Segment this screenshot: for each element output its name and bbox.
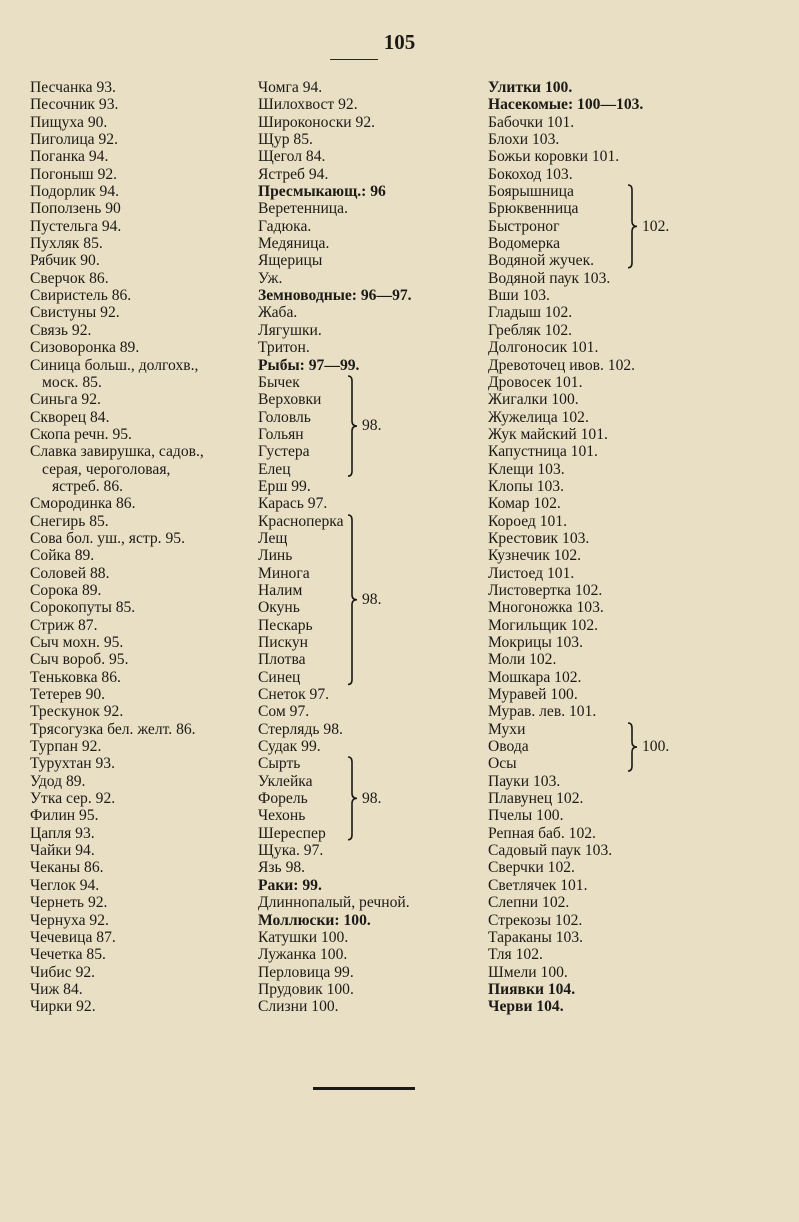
index-entry: Моли 102.	[488, 651, 557, 669]
index-entry: Чехонь	[258, 807, 306, 825]
index-entry: Скопа речн. 95.	[30, 425, 132, 443]
index-entry: Пустельга 94.	[30, 217, 122, 235]
index-entry: Веретенница.	[258, 200, 348, 218]
index-entry: Слизни 100.	[258, 998, 339, 1016]
index-entry: Филин 95.	[30, 807, 99, 825]
index-entry: Сыч мохн. 95.	[30, 634, 124, 651]
index-entry: Сорокопуты 85.	[30, 599, 136, 617]
index-entry: Сырть	[258, 755, 301, 773]
index-entry: Пескарь	[258, 616, 313, 634]
index-entry: Светлячек 101.	[488, 876, 588, 894]
index-entry: Густера	[258, 443, 310, 461]
index-entry: Чомга 94.	[258, 79, 323, 96]
index-entry: Овода	[488, 738, 529, 756]
index-entry: Синица больш., долгохв.,	[30, 356, 199, 374]
brace-page-ref: 98.	[362, 790, 382, 808]
index-entry: Уклейка	[258, 772, 313, 790]
index-entry: Трескунок 92.	[30, 703, 124, 721]
index-entry: Гладыш 102.	[488, 304, 573, 322]
index-entry: Чеканы 86.	[30, 859, 104, 877]
index-entry: Чибис 92.	[30, 963, 96, 981]
index-entry: Шмели 100.	[488, 963, 568, 981]
index-entry: Поганка 94.	[30, 148, 109, 166]
brace	[346, 513, 360, 687]
index-entry: Свиристель 86.	[30, 287, 132, 305]
index-group	[258, 755, 478, 842]
index-entry: Сом 97.	[258, 703, 310, 721]
index-entry: Пиголица 92.	[30, 131, 118, 149]
index-entry: Репная баб. 102.	[488, 824, 596, 842]
index-entry: Короед 101.	[488, 512, 568, 530]
index-entry: Чечетка 85.	[30, 946, 106, 964]
index-entry: Пауки 103.	[488, 772, 561, 790]
index-entry: Связь 92.	[30, 321, 92, 339]
index-entry: Сорока 89.	[30, 581, 102, 599]
index-entry: Лягушки.	[258, 321, 322, 339]
index-entry: Язь 98.	[258, 859, 306, 877]
index-entry: Ящерицы	[258, 252, 323, 270]
index-entry: Брюквенница	[488, 200, 579, 218]
brace-page-ref: 102.	[642, 217, 670, 235]
index-entry: Земноводные: 96—97.	[258, 287, 412, 305]
index-entry: Моллюски: 100.	[258, 911, 371, 929]
index-entry: моск. 85.	[42, 373, 102, 391]
index-entry: Головль	[258, 408, 311, 426]
index-entry: Стриж 87.	[30, 616, 98, 634]
index-entry: Лещ	[258, 529, 288, 547]
index-entry: Жук майский 101.	[488, 425, 608, 443]
index-entry: Бабочки 101.	[488, 113, 575, 131]
index-entry: Сова бол. уш., ястр. 95.	[30, 529, 185, 547]
index-entry: Трясогузка бел. желт. 86.	[30, 720, 196, 738]
index-entry: Соловей 88.	[30, 564, 110, 582]
index-entry: Синец	[258, 668, 301, 686]
index-entry: Тритон.	[258, 339, 310, 357]
index-entry: Божьи коровки 101.	[488, 148, 620, 166]
index-entry: Сизоворонка 89.	[30, 339, 140, 357]
index-entry: Сойка 89.	[30, 547, 95, 565]
index-entry: Муравей 100.	[488, 686, 578, 704]
index-entry: Комар 102.	[488, 495, 561, 513]
index-entry: Осы	[488, 755, 517, 773]
index-entry: Пискун	[258, 634, 309, 651]
index-entry: Садовый паук 103.	[488, 842, 613, 860]
index-entry: Свистуны 92.	[30, 304, 120, 322]
index-entry: Тетерев 90.	[30, 686, 106, 704]
index-entry: Гребляк 102.	[488, 321, 573, 339]
index-entry: Шилохвост 92.	[258, 96, 358, 114]
index-entry: Пиявки 104.	[488, 980, 576, 998]
index-entry: Рябчик 90.	[30, 252, 100, 270]
index-group	[488, 721, 788, 773]
index-entry: Щур 85.	[258, 131, 313, 149]
index-entry: Катушки 100.	[258, 928, 349, 946]
index-entry: Широконоски 92.	[258, 113, 376, 131]
brace	[346, 374, 360, 478]
index-entry: Долгоносик 101.	[488, 339, 599, 357]
index-group	[488, 183, 788, 270]
index-entry: Насекомые: 100—103.	[488, 96, 644, 114]
index-entry: Песочник 93.	[30, 96, 119, 114]
index-entry: серая, чероголовая,	[42, 460, 171, 478]
index-entry: Крестовик 103.	[488, 529, 590, 547]
index-entry: Минога	[258, 564, 310, 582]
index-entry: Быстроног	[488, 217, 560, 235]
index-entry: Гадюка.	[258, 217, 312, 235]
brace-page-ref: 100.	[642, 738, 670, 756]
index-entry: Жужелица 102.	[488, 408, 589, 426]
index-entry: Раки: 99.	[258, 876, 322, 894]
brace-page-ref: 98.	[362, 590, 382, 608]
index-entry: Чернеть 92.	[30, 894, 108, 912]
index-entry: Чеглок 94.	[30, 876, 100, 894]
index-entry: Древоточец ивов. 102.	[488, 356, 636, 374]
index-entry: Турпан 92.	[30, 738, 102, 756]
index-entry: Капустница 101.	[488, 443, 598, 461]
index-entry: Удод 89.	[30, 772, 86, 790]
index-entry: Подорлик 94.	[30, 183, 120, 201]
index-entry: Цапля 93.	[30, 824, 95, 842]
index-entry: Чайки 94.	[30, 842, 95, 860]
index-entry: Синьга 92.	[30, 391, 101, 409]
index-entry: Поползень 90	[30, 200, 121, 218]
index-entry: Чернуха 92.	[30, 911, 109, 929]
index-entry: ястреб. 86.	[52, 477, 124, 495]
page-number-rule	[330, 59, 378, 60]
index-column-3	[488, 79, 788, 1016]
index-entry: Листовертка 102.	[488, 581, 603, 599]
index-entry: Улитки 100.	[488, 79, 573, 96]
index-entry: Мокрицы 103.	[488, 634, 584, 651]
index-entry: Чечевица 87.	[30, 928, 116, 946]
index-entry: Медяница.	[258, 235, 330, 253]
index-entry: Ерш 99.	[258, 477, 311, 495]
index-entry: Могильщик 102.	[488, 616, 599, 634]
page-number: 105	[383, 30, 416, 54]
index-entry: Плавунец 102.	[488, 790, 584, 808]
index-entry: Плотва	[258, 651, 306, 669]
index-entry: Смородинка 86.	[30, 495, 136, 513]
index-entry: Стерлядь 98.	[258, 720, 343, 738]
index-entry: Боярышница	[488, 183, 574, 201]
index-entry: Сверчок 86.	[30, 269, 109, 287]
index-entry: Листоед 101.	[488, 564, 575, 582]
brace	[626, 721, 640, 773]
index-entry: Судак 99.	[258, 738, 321, 756]
index-entry: Слепни 102.	[488, 894, 570, 912]
index-entry: Жаба.	[258, 304, 298, 322]
index-entry: Линь	[258, 547, 293, 565]
index-entry: Утка сер. 92.	[30, 790, 116, 808]
index-entry: Гольян	[258, 425, 304, 443]
index-entry: Клещи 103.	[488, 460, 565, 478]
index-entry: Снегирь 85.	[30, 512, 109, 530]
index-entry: Клопы 103.	[488, 477, 564, 495]
index-entry: Черви 104.	[488, 998, 564, 1016]
index-group	[258, 513, 478, 686]
index-entry: Погоныш 92.	[30, 165, 118, 183]
index-entry: Снеток 97.	[258, 686, 330, 704]
index-entry: Тля 102.	[488, 946, 543, 964]
index-entry: Пищуха 90.	[30, 113, 108, 131]
index-column-2	[258, 79, 478, 1016]
index-entry: Карась 97.	[258, 495, 328, 513]
index-entry: Чирки 92.	[30, 998, 96, 1016]
index-entry: Пресмыкающ.: 96	[258, 183, 386, 201]
index-entry: Тараканы 103.	[488, 928, 584, 946]
index-entry: Окунь	[258, 599, 300, 617]
index-entry: Водяной паук 103.	[488, 269, 611, 287]
index-entry: Мошкара 102.	[488, 668, 582, 686]
index-entry: Скворец 84.	[30, 408, 110, 426]
index-entry: Песчанка 93.	[30, 79, 116, 96]
index-entry: Пчелы 100.	[488, 807, 564, 825]
index-entry: Славка завирушка, садов.,	[30, 443, 204, 461]
index-entry: Водомерка	[488, 235, 561, 253]
index-column-1	[30, 79, 250, 1016]
index-entry: Длиннопалый, речной.	[258, 894, 410, 912]
index-entry: Щука. 97.	[258, 842, 324, 860]
index-entry: Стрекозы 102.	[488, 911, 583, 929]
brace	[626, 183, 640, 270]
index-entry: Шереспер	[258, 824, 326, 842]
index-entry: Водяной жучек.	[488, 252, 595, 270]
brace	[346, 755, 360, 842]
index-entry: Прудовик 100.	[258, 980, 354, 998]
index-entry: Лужанка 100.	[258, 946, 348, 964]
index-entry: Сверчки 102.	[488, 859, 575, 877]
brace-page-ref: 98.	[362, 417, 382, 435]
index-entry: Перловица 99.	[258, 963, 354, 981]
index-entry: Бокоход 103.	[488, 165, 573, 183]
index-entry: Ястреб 94.	[258, 165, 329, 183]
index-entry: Кузнечик 102.	[488, 547, 582, 565]
index-entry: Блохи 103.	[488, 131, 560, 149]
index-entry: Форель	[258, 790, 308, 808]
index-entry: Красноперка	[258, 512, 344, 530]
index-entry: Налим	[258, 581, 303, 599]
index-entry: Сыч вороб. 95.	[30, 651, 129, 669]
index-entry: Елец	[258, 460, 291, 478]
index-entry: Турухтан 93.	[30, 755, 116, 773]
index-entry: Бычек	[258, 373, 300, 391]
index-entry: Верховки	[258, 391, 322, 409]
index-entry: Уж.	[258, 269, 283, 287]
index-entry: Мурав. лев. 101.	[488, 703, 597, 721]
bottom-rule	[313, 1087, 415, 1090]
index-entry: Дровосек 101.	[488, 373, 583, 391]
index-entry: Теньковка 86.	[30, 668, 121, 686]
index-entry: Щегол 84.	[258, 148, 326, 166]
index-entry: Чиж 84.	[30, 980, 83, 998]
index-entry: Многоножка 103.	[488, 599, 604, 617]
index-entry: Рыбы: 97—99.	[258, 356, 360, 374]
index-entry: Вши 103.	[488, 287, 550, 305]
index-entry: Жигалки 100.	[488, 391, 579, 409]
index-group	[258, 374, 478, 478]
index-entry: Мухи	[488, 720, 526, 738]
index-entry: Пухляк 85.	[30, 235, 103, 253]
